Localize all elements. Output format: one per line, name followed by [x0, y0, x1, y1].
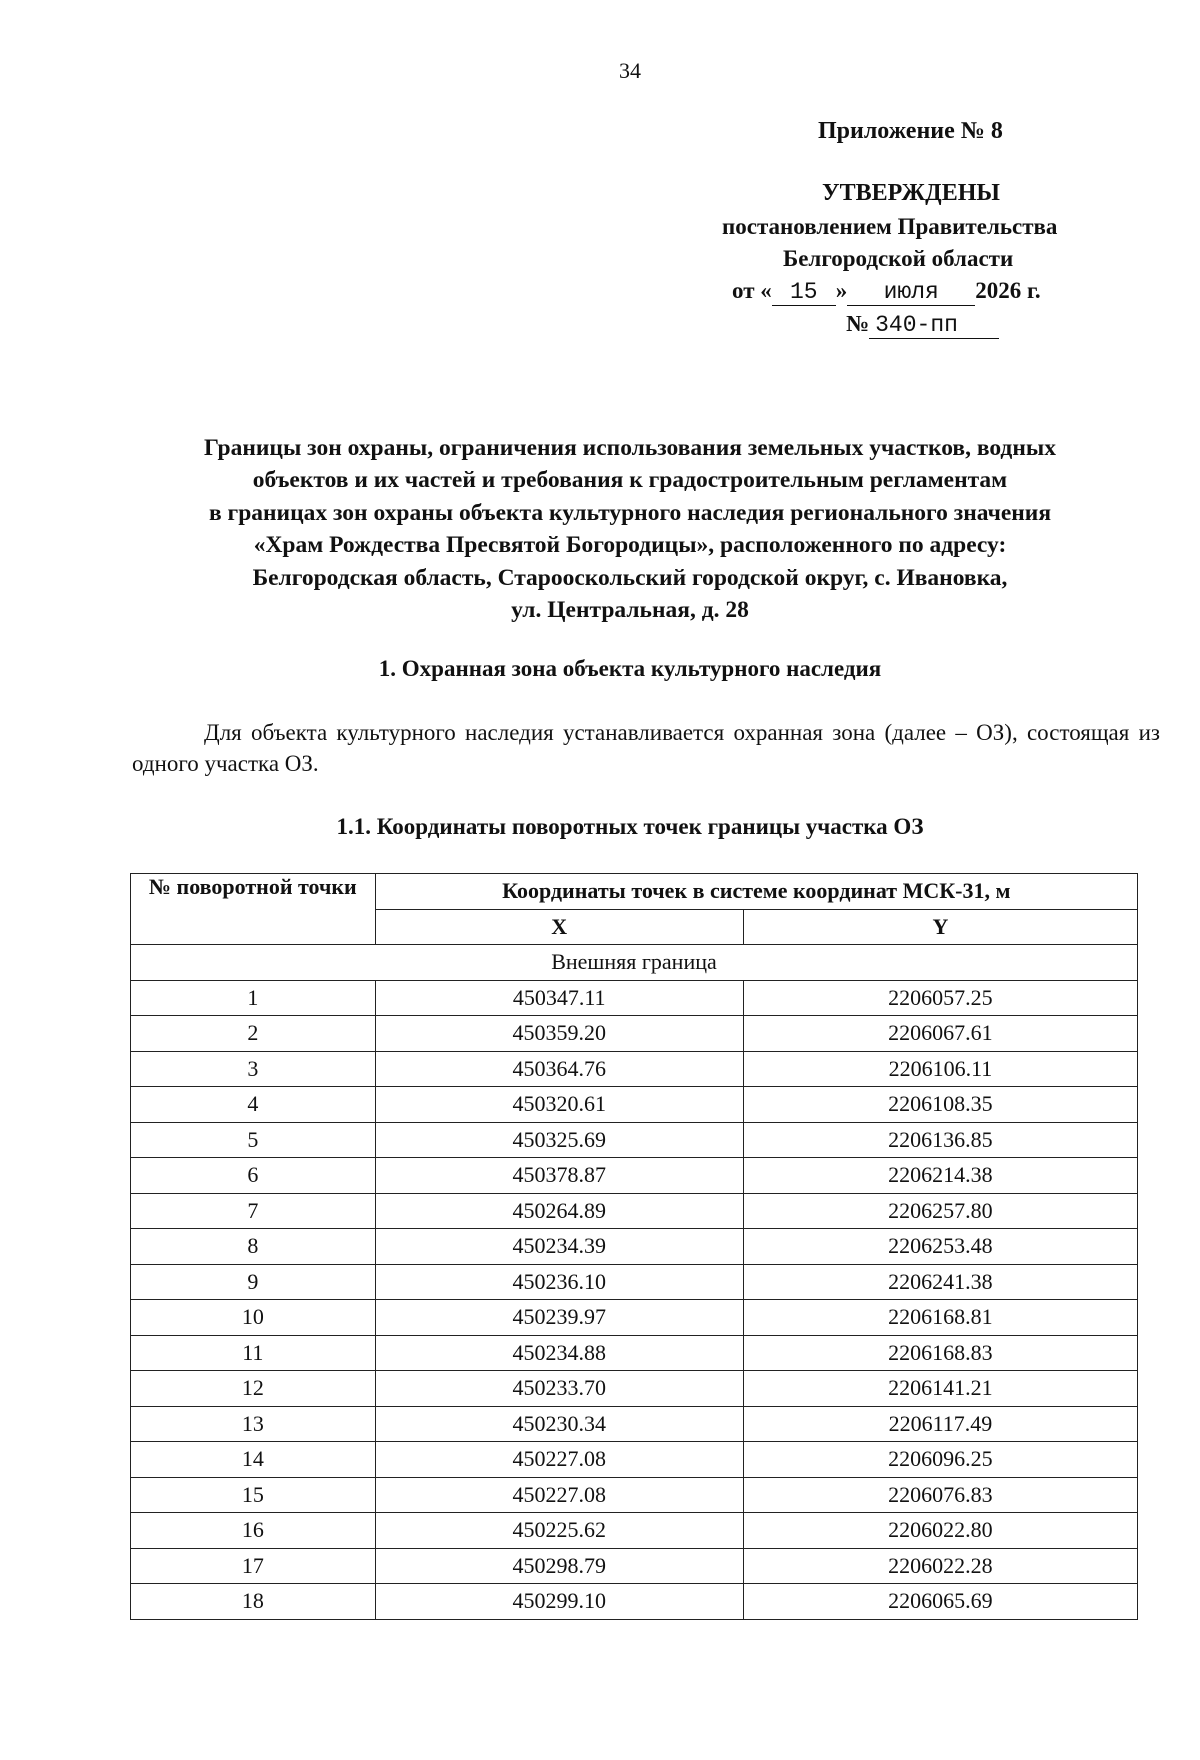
- y-coordinate-cell: 2206096.25: [743, 1442, 1137, 1478]
- point-number-cell: 10: [131, 1300, 376, 1336]
- table-row: [131, 1158, 1138, 1194]
- header-coordinates: Координаты точек в системе координат МСК-31, м: [375, 874, 1137, 910]
- table-row: [131, 1477, 1138, 1513]
- point-number-cell: 16: [131, 1513, 376, 1549]
- point-number-cell: 14: [131, 1442, 376, 1478]
- x-coordinate-cell: 450359.20: [375, 1016, 743, 1052]
- x-coordinate-cell: 450239.97: [375, 1300, 743, 1336]
- point-number-cell: 3: [131, 1051, 376, 1087]
- table-row: [131, 1051, 1138, 1087]
- point-number-cell: 18: [131, 1584, 376, 1620]
- point-number-cell: 5: [131, 1122, 376, 1158]
- y-coordinate-cell: 2206168.83: [743, 1335, 1137, 1371]
- point-number-cell: 1: [131, 980, 376, 1016]
- date-day: 15: [772, 279, 836, 306]
- table-row: [131, 1513, 1138, 1549]
- group-row: [131, 945, 1138, 981]
- section-heading-1-1: 1.1. Координаты поворотных точек границы участка ОЗ: [336, 814, 924, 839]
- table-row: [131, 1122, 1138, 1158]
- title-line: Белгородская область, Старооскольский городской округ, с. Ивановка,: [252, 564, 1008, 591]
- x-coordinate-cell: 450234.88: [375, 1335, 743, 1371]
- point-number-cell: 2: [131, 1016, 376, 1052]
- y-coordinate-cell: 2206108.35: [743, 1087, 1137, 1123]
- date-month: июля: [847, 279, 975, 306]
- point-number-cell: 8: [131, 1229, 376, 1265]
- appendix-label: Приложение № 8: [818, 118, 1003, 144]
- page-number: 34: [619, 58, 641, 83]
- title-line: «Храм Рождества Пресвятой Богородицы», расположенного по адресу:: [253, 532, 1007, 559]
- point-number-cell: 17: [131, 1548, 376, 1584]
- x-coordinate-cell: 450233.70: [375, 1371, 743, 1407]
- table-row: [131, 1264, 1138, 1300]
- y-coordinate-cell: 2206168.81: [743, 1300, 1137, 1336]
- intro-paragraph: Для объекта культурного наследия устанавливается охранная зона (далее – ОЗ), состоящая из одного участка ОЗ.: [132, 720, 1160, 776]
- header-x: X: [375, 909, 743, 945]
- date-prefix: от «: [732, 278, 772, 303]
- x-coordinate-cell: 450299.10: [375, 1584, 743, 1620]
- header-point-number: № поворотной точки: [131, 874, 376, 945]
- approval-line-2: Белгородской области: [783, 246, 1014, 271]
- header-y: Y: [743, 909, 1137, 945]
- title-line: объектов и их частей и требования к градостроительным регламентам: [252, 467, 1008, 494]
- approval-date: [732, 278, 1041, 306]
- x-coordinate-cell: 450298.79: [375, 1548, 743, 1584]
- table-row: [131, 1300, 1138, 1336]
- y-coordinate-cell: 2206136.85: [743, 1122, 1137, 1158]
- approved-heading: УТВЕРЖДЕНЫ: [822, 180, 1000, 206]
- table-row: [131, 1584, 1138, 1620]
- point-number-cell: 15: [131, 1477, 376, 1513]
- x-coordinate-cell: 450325.69: [375, 1122, 743, 1158]
- group-label: Внешняя граница: [131, 945, 1138, 981]
- table-row: [131, 1087, 1138, 1123]
- table-row: [131, 1335, 1138, 1371]
- y-coordinate-cell: 2206065.69: [743, 1584, 1137, 1620]
- document-number: 340-пп: [869, 312, 999, 339]
- section-heading-1: 1. Охранная зона объекта культурного наследия: [378, 656, 882, 681]
- point-number-cell: 9: [131, 1264, 376, 1300]
- document-title: [120, 432, 1140, 626]
- table-row: [131, 980, 1138, 1016]
- y-coordinate-cell: 2206057.25: [743, 980, 1137, 1016]
- x-coordinate-cell: 450364.76: [375, 1051, 743, 1087]
- y-coordinate-cell: 2206106.11: [743, 1051, 1137, 1087]
- point-number-cell: 7: [131, 1193, 376, 1229]
- y-coordinate-cell: 2206022.80: [743, 1513, 1137, 1549]
- point-number-cell: 11: [131, 1335, 376, 1371]
- approval-number: [846, 311, 999, 339]
- table-row: [131, 1371, 1138, 1407]
- x-coordinate-cell: 450378.87: [375, 1158, 743, 1194]
- table-row: [131, 1548, 1138, 1584]
- x-coordinate-cell: 450320.61: [375, 1087, 743, 1123]
- y-coordinate-cell: 2206117.49: [743, 1406, 1137, 1442]
- table-row: [131, 1193, 1138, 1229]
- date-mid: »: [835, 278, 848, 303]
- number-prefix: №: [846, 311, 870, 336]
- x-coordinate-cell: 450227.08: [375, 1477, 743, 1513]
- title-line: Границы зон охраны, ограничения использования земельных участков, водных: [204, 435, 1056, 461]
- table-row: [131, 1229, 1138, 1265]
- y-coordinate-cell: 2206253.48: [743, 1229, 1137, 1265]
- y-coordinate-cell: 2206022.28: [743, 1548, 1137, 1584]
- point-number-cell: 13: [131, 1406, 376, 1442]
- y-coordinate-cell: 2206141.21: [743, 1371, 1137, 1407]
- title-line: в границах зон охраны объекта культурного наследия регионального значения: [208, 499, 1052, 526]
- title-line: ул. Центральная, д. 28: [511, 597, 749, 624]
- approval-line-1: постановлением Правительства: [722, 214, 1058, 239]
- x-coordinate-cell: 450347.11: [375, 980, 743, 1016]
- x-coordinate-cell: 450234.39: [375, 1229, 743, 1265]
- table-row: [131, 1016, 1138, 1052]
- date-year: 2026 г.: [975, 278, 1041, 303]
- point-number-cell: 6: [131, 1158, 376, 1194]
- x-coordinate-cell: 450227.08: [375, 1442, 743, 1478]
- coordinates-table: [130, 873, 1138, 1620]
- table-row: [131, 1442, 1138, 1478]
- table-row: [131, 1406, 1138, 1442]
- y-coordinate-cell: 2206214.38: [743, 1158, 1137, 1194]
- y-coordinate-cell: 2206067.61: [743, 1016, 1137, 1052]
- y-coordinate-cell: 2206257.80: [743, 1193, 1137, 1229]
- point-number-cell: 12: [131, 1371, 376, 1407]
- x-coordinate-cell: 450225.62: [375, 1513, 743, 1549]
- y-coordinate-cell: 2206076.83: [743, 1477, 1137, 1513]
- x-coordinate-cell: 450230.34: [375, 1406, 743, 1442]
- x-coordinate-cell: 450236.10: [375, 1264, 743, 1300]
- x-coordinate-cell: 450264.89: [375, 1193, 743, 1229]
- y-coordinate-cell: 2206241.38: [743, 1264, 1137, 1300]
- point-number-cell: 4: [131, 1087, 376, 1123]
